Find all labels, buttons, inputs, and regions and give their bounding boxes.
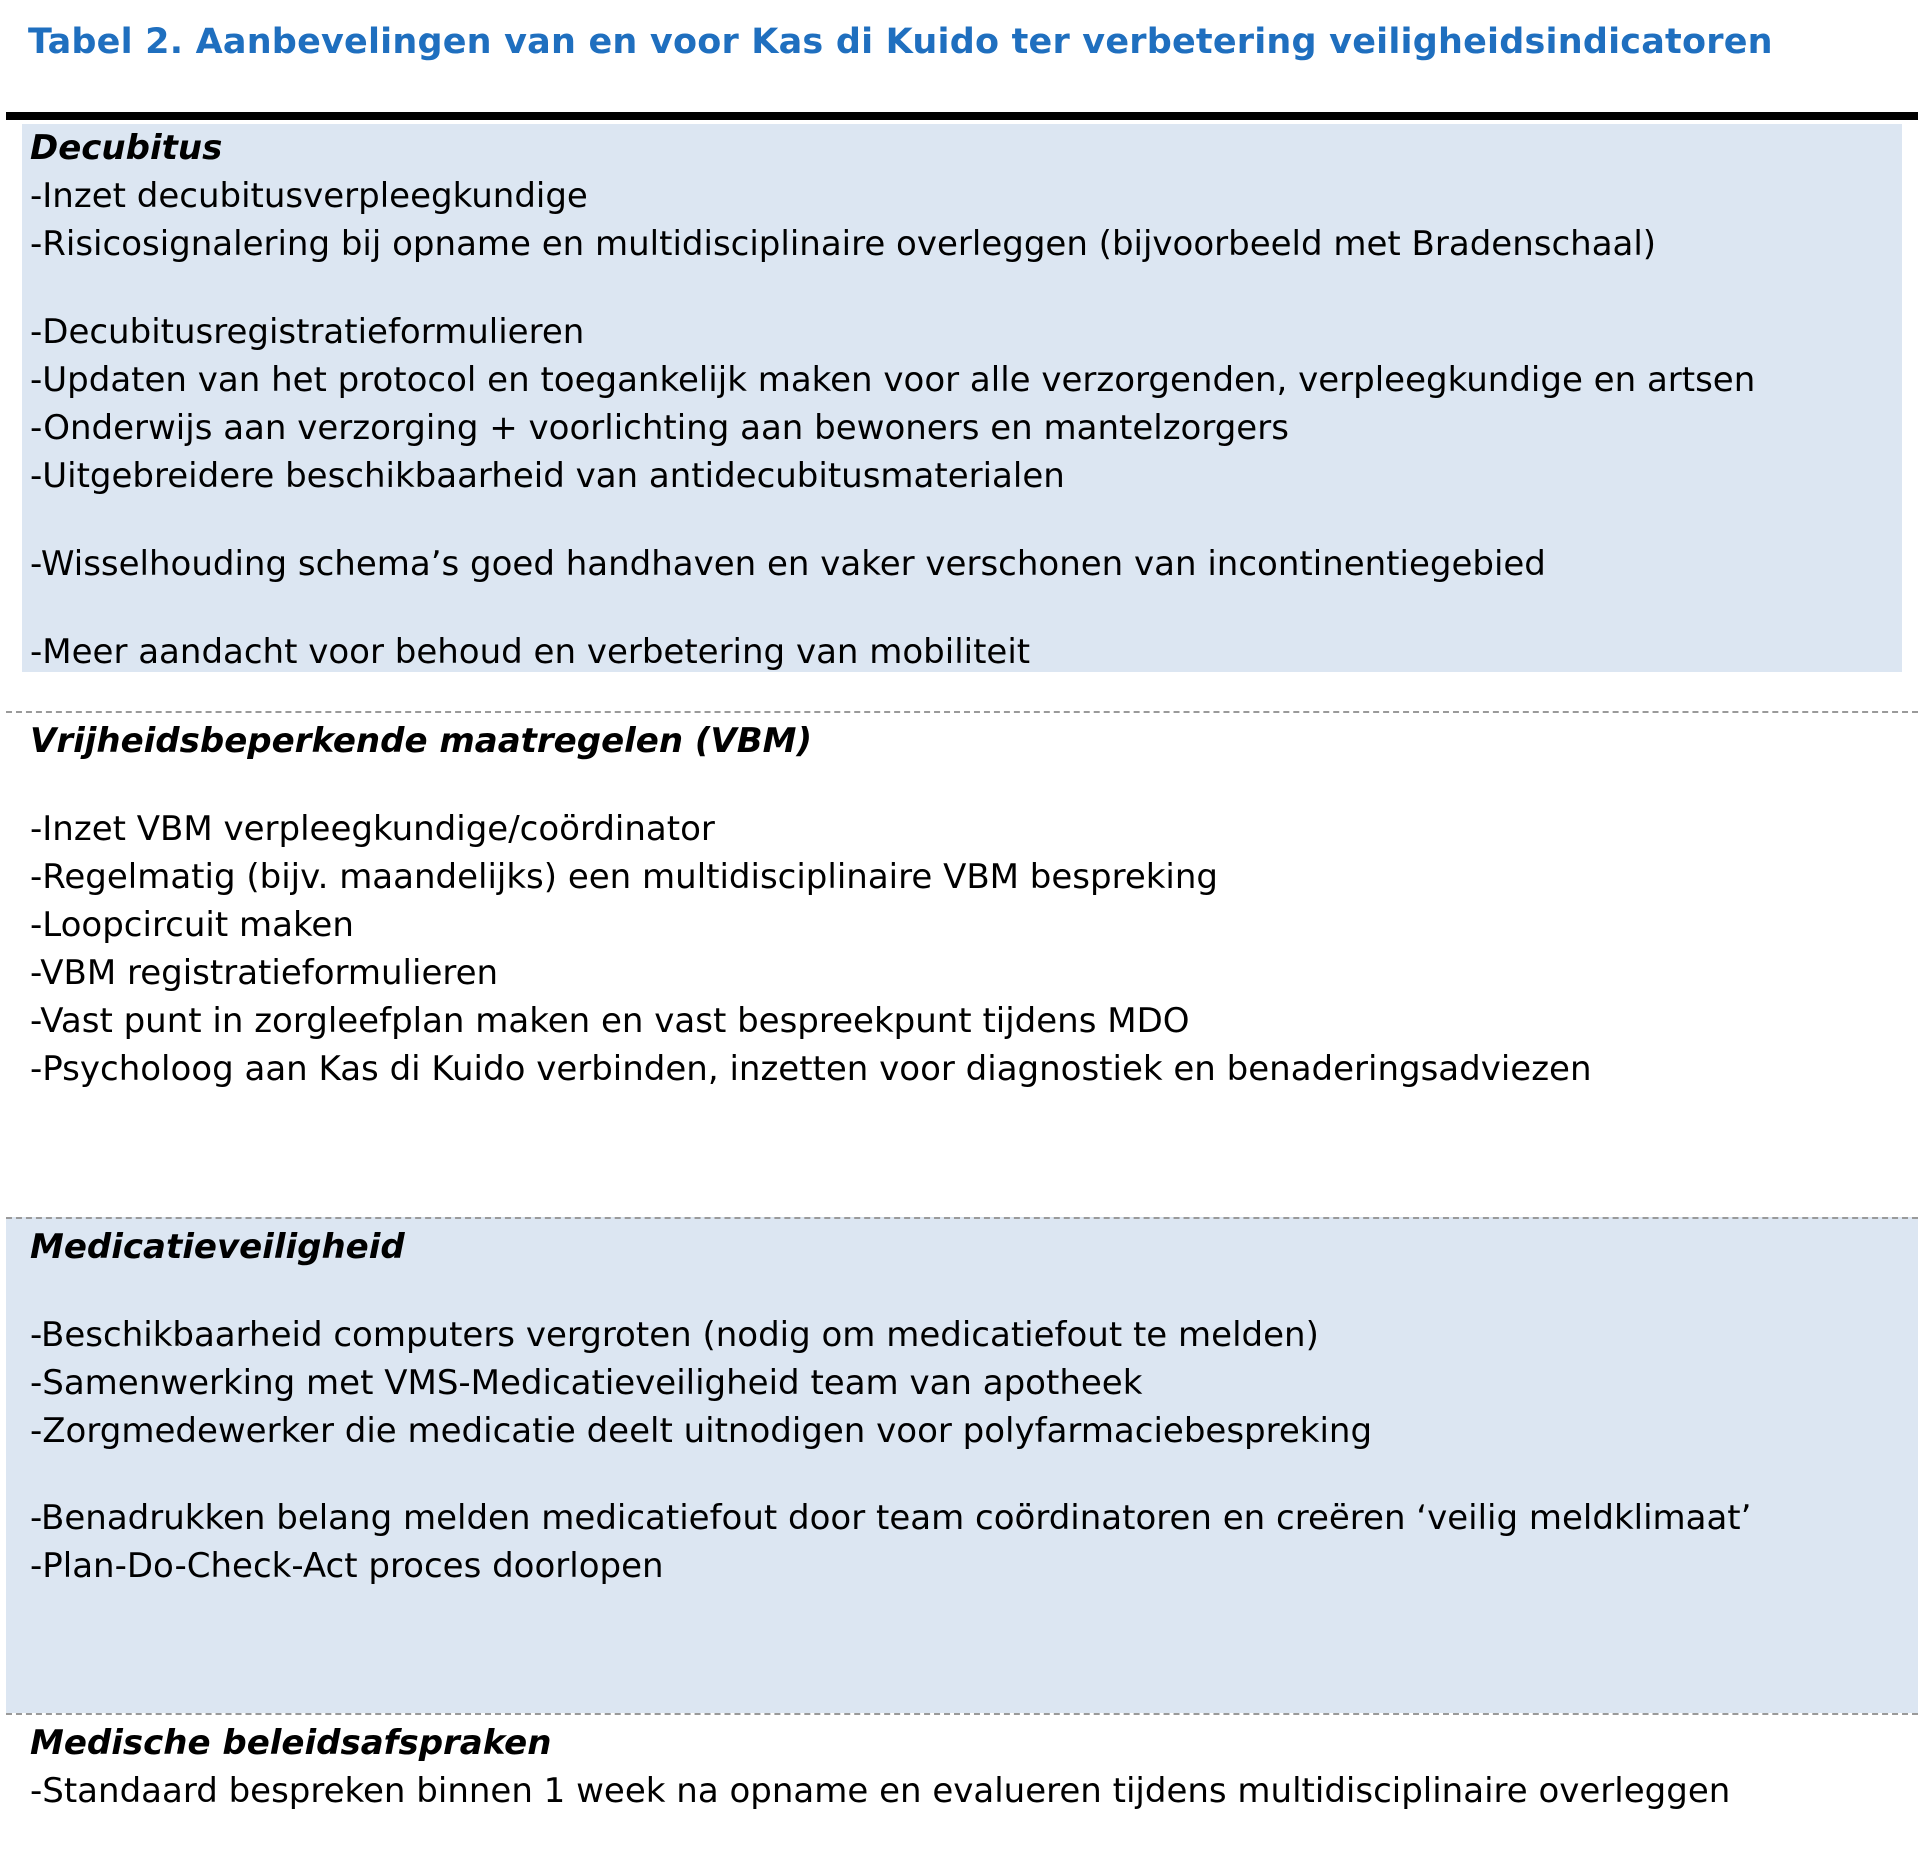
list-item: -Inzet VBM verpleegkundige/coördinator	[30, 809, 715, 849]
spacer	[6, 1455, 1918, 1494]
section-medicatieveiligheid	[6, 1217, 1918, 1713]
list-item: -Decubitusregistratieformulieren	[30, 312, 585, 352]
list-item: -Plan-Do-Check-Act proces doorlopen	[30, 1546, 664, 1586]
spacer	[22, 588, 1902, 628]
list-item: -Meer aandacht voor behoud en verbetering van mobiliteit	[30, 632, 1031, 672]
list-item: -Benadrukken belang melden medicatiefout door team coördinatoren en creëren ‘veilig meldklimaat’	[30, 1498, 1752, 1538]
list-item: -VBM registratieformulieren	[30, 953, 499, 993]
section-decubitus	[22, 124, 1902, 672]
spacer	[6, 765, 1918, 805]
list-item: -Vast punt in zorgleefplan maken en vast bespreekpunt tijdens MDO	[30, 1001, 1190, 1041]
section-vbm	[6, 711, 1918, 1217]
table-title: Tabel 2. Aanbevelingen van en voor Kas di Kuido ter verbetering veiligheidsindicatoren	[28, 22, 1773, 62]
spacer	[6, 1271, 1918, 1311]
list-item: -Zorgmedewerker die medicatie deelt uitnodigen voor polyfarmaciebespreking	[30, 1411, 1373, 1451]
list-item: -Psycholoog aan Kas di Kuido verbinden, inzetten voor diagnostiek en benaderingsadviezen	[30, 1049, 1592, 1089]
list-item: -Inzet decubitusverpleegkundige	[30, 176, 588, 216]
list-item: -Wisselhouding schema’s goed handhaven en vaker verschonen van incontinentiegebied	[30, 544, 1546, 584]
list-item: -Loopcircuit maken	[30, 905, 354, 945]
top-rule	[6, 112, 1918, 120]
list-item: -Risicosignalering bij opname en multidisciplinaire overleggen (bijvoorbeeld met Bradenschaal)	[30, 224, 1657, 264]
list-item: -Updaten van het protocol en toegankelijk maken voor alle verzorgenden, verpleegkundige en artsen	[30, 360, 1756, 400]
spacer	[22, 500, 1902, 540]
list-item: -Beschikbaarheid computers vergroten (nodig om medicatiefout te melden)	[30, 1315, 1319, 1355]
section-medische-beleidsafspraken	[6, 1713, 1918, 1823]
list-item: -Uitgebreidere beschikbaarheid van antidecubitusmaterialen	[30, 456, 1065, 496]
list-item: -Onderwijs aan verzorging + voorlichting aan bewoners en mantelzorgers	[30, 408, 1289, 448]
list-item: -Standaard bespreken binnen 1 week na opname en evalueren tijdens multidisciplinaire overleggen	[30, 1771, 1731, 1811]
section-heading: Medicatieveiligheid	[30, 1227, 405, 1267]
section-heading: Vrijheidsbeperkende maatregelen (VBM)	[30, 721, 813, 761]
spacer	[22, 268, 1902, 308]
list-item: -Regelmatig (bijv. maandelijks) een multidisciplinaire VBM bespreking	[30, 857, 1219, 897]
section-heading: Decubitus	[30, 128, 223, 168]
list-item: -Samenwerking met VMS-Medicatieveiligheid team van apotheek	[30, 1363, 1143, 1403]
section-heading: Medische beleidsafspraken	[30, 1723, 552, 1763]
